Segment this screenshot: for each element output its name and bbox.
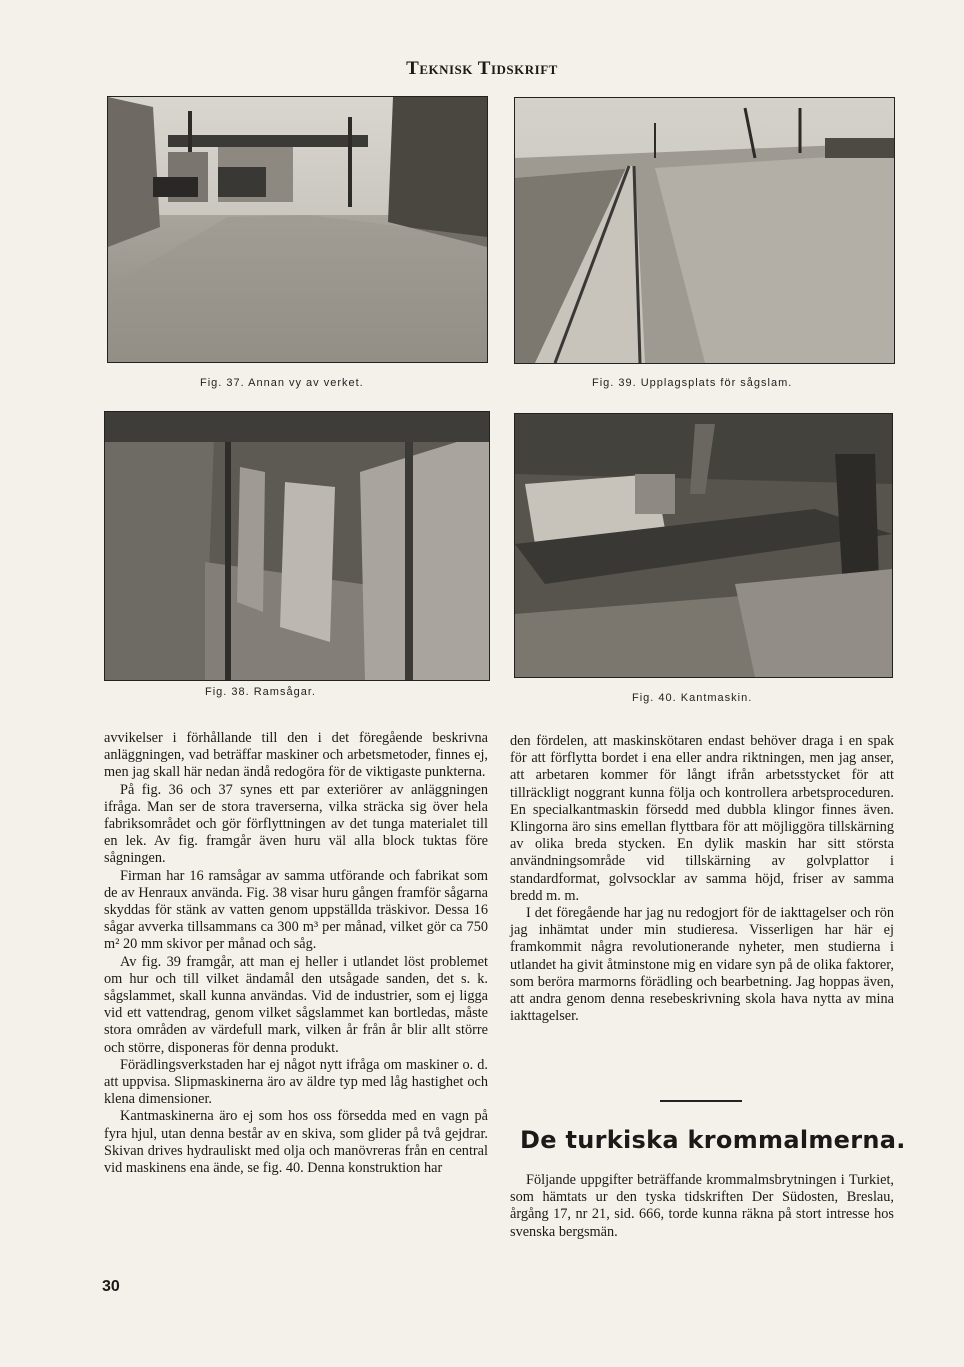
left-paragraph: Firman har 16 ramsågar av samma utförande och fabrikat som de av Henraux använda. Fig. 38 visar huru gången framför sågarna skyddas för stänk av vatten genom uppställda träskivor. Dessa 16 sågar avverka tillsammans ca 300 m³ per månad, vilket gör ca 750 m² 20 mm skivor per månad och såg. (104, 867, 488, 953)
figure-39-caption: Fig. 39. Upplagsplats för sågslam. (592, 377, 793, 389)
left-column (104, 730, 488, 1177)
masthead: Teknisk Tidskrift (406, 58, 558, 79)
section-paragraph: Följande uppgifter beträffande krommalmsbrytningen i Turkiet, som hämtats ur den tyska tidskriften Der Südosten, Breslau, årgång 17, nr 21, sid. 666, torde kunna räkna på stort intresse hos svenska bergsmän. (510, 1172, 894, 1240)
figure-37-photo (107, 96, 488, 363)
figure-40-photo (514, 413, 893, 678)
figure-39-photo (514, 97, 895, 364)
left-paragraph: Av fig. 39 framgår, att man ej heller i utlandet löst problemet om hur och till vilket ändamål den utsågade sanden, det s. k. sågslammet, skall kunna användas. Vid de industrier, som ej ligga vid ett vattendrag, genom vilket sågslammet kan bortledas, måste stora områden av värdefull mark, vilken år från år blir allt större och större, disponeras för denna produkt. (104, 953, 488, 1056)
figure-38-photo (104, 411, 490, 681)
right-column (510, 733, 894, 1025)
figure-37-caption: Fig. 37. Annan vy av verket. (200, 377, 364, 389)
section-divider (660, 1100, 742, 1102)
left-paragraph: avvikelser i förhållande till den i det föregående beskrivna anläggningen, vad beträffar maskiner och arbetsmetoder, finnes ej, men jag skall här nedan ändå redogöra för de viktigaste punkterna. (104, 730, 488, 781)
page-number: 30 (102, 1278, 120, 1295)
right-paragraph: den fördelen, att maskinskötaren endast behöver draga i en spak för att förflytta bordet i ena eller andra riktningen, men jag anser, att arbetaren kommer för långt ifrån arbetsstycket för att tillräckligt noggrant kunna följa och kontrollera arbetsproceduren. En specialkantmaskin försedd med dubbla klingor finnes även. Klingorna äro sins emellan flyttbara för att möjliggöra tillskärning av olika breda stycken. En dylik maskin har sitt största användningsområde vid tillskärning av golvplattor i standardformat, golvsocklar av samma höjd, friser av samma bredd m. m. (510, 733, 894, 904)
right-paragraph: I det föregående har jag nu redogjort för de iakttagelser och rön jag inhämtat under min studieresa. Visserligen har här ej framkommit några revolutionerande nyheter, men studierna i utlandet ha givit åtminstone mig en vidare syn på de olika faktorer, som beröra marmorns förädling och bearbetning. Jag hoppas även, att andra genom denna resebeskrivning skola hava nytta av mina iakttagelser. (510, 905, 894, 1025)
left-paragraph: Förädlingsverkstaden har ej något nytt ifråga om maskiner o. d. att uppvisa. Slipmaskinerna äro av äldre typ med låg hastighet och klena dimensioner. (104, 1056, 488, 1108)
figure-40-caption: Fig. 40. Kantmaskin. (632, 692, 753, 704)
section-intro (510, 1172, 894, 1241)
left-paragraph: Kantmaskinerna äro ej som hos oss försedda med en vagn på fyra hjul, utan denna består av en skiva, som glider på två gejdrar. Skivan drives hydrauliskt med olja och manövreras från en central vid maskinens ena ände, se fig. 40. Denna konstruktion har (104, 1108, 488, 1177)
left-paragraph: På fig. 36 och 37 synes ett par exteriörer av anläggningen ifråga. Man ser de stora traverserna, vilka sträcka sig över hela fabriksområdet och gör förflyttningen av det tunga materialet till en lek. Av fig. framgår även huru väl alla block tuktas före sågningen. (104, 781, 488, 867)
section-heading: De turkiska krommalmerna. (520, 1126, 906, 1154)
figure-38-caption: Fig. 38. Ramsågar. (205, 686, 316, 698)
